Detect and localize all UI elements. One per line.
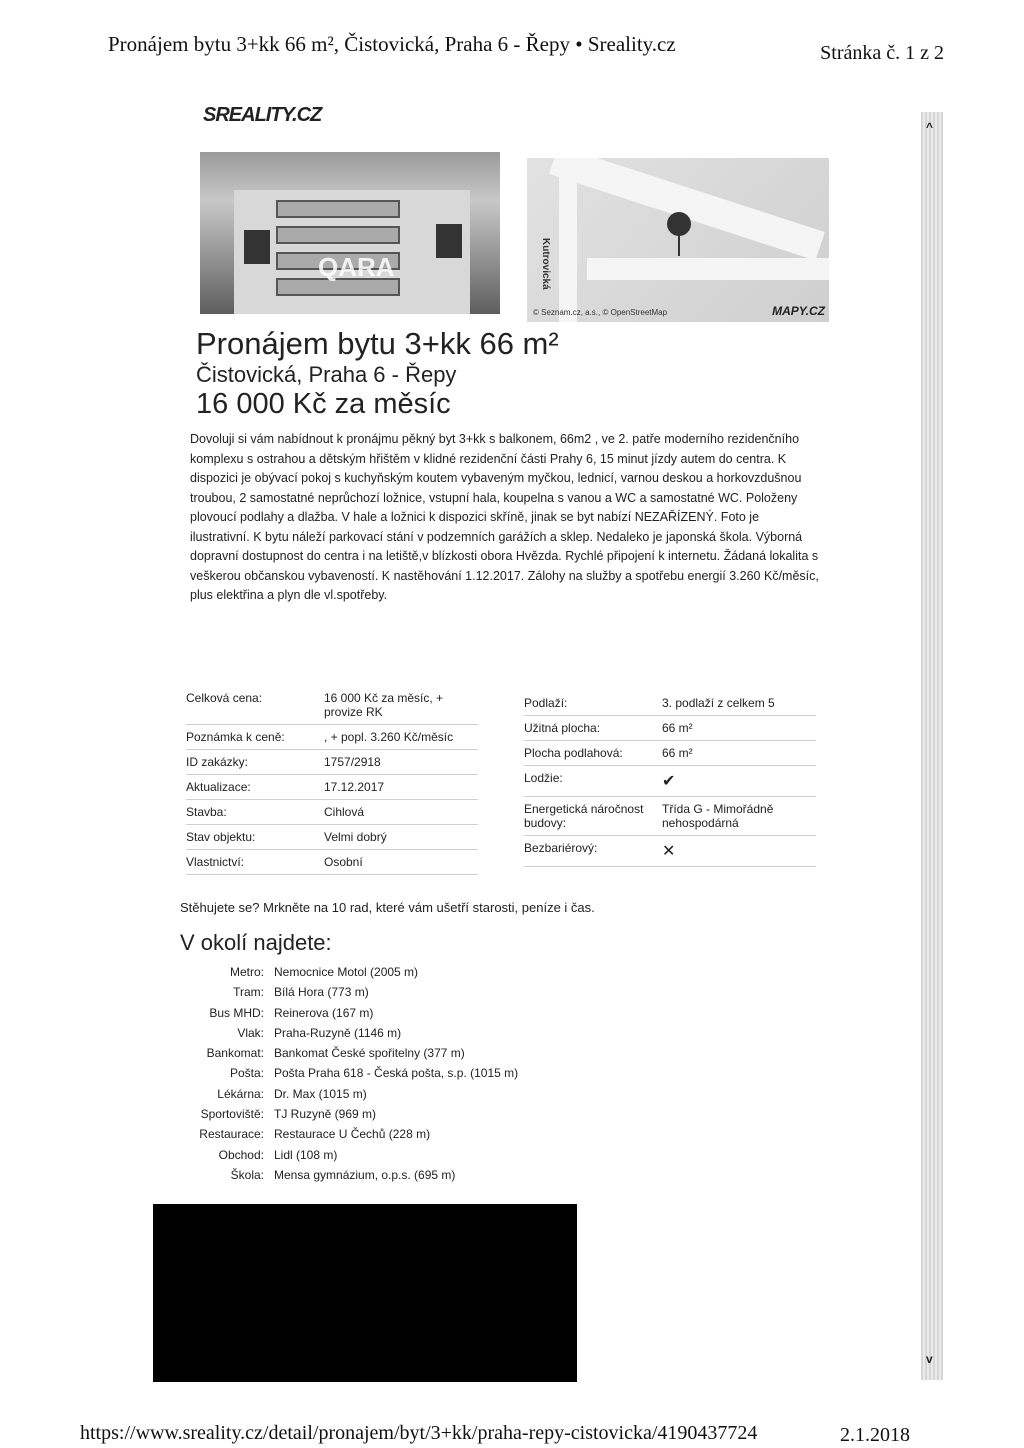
map-road (559, 158, 577, 322)
param-row (524, 716, 816, 741)
param-label: Vlastnictví: (186, 855, 245, 869)
param-row (186, 686, 478, 725)
param-label: Bezbariérový: (524, 841, 598, 855)
param-value: 66 m² (662, 746, 693, 760)
nearby-category: Vlak: (237, 1025, 264, 1040)
cross-icon: ✕ (662, 843, 676, 860)
param-row (524, 691, 816, 716)
nearby-place[interactable]: Pošta Praha 618 - Česká pošta, s.p. (1015 m) (274, 1066, 519, 1081)
print-header-title: Pronájem bytu 3+kk 66 m², Čistovická, Praha 6 - Řepy • Sreality.cz (108, 32, 676, 56)
param-row (524, 766, 816, 797)
moving-tips-link[interactable]: Stěhujete se? Mrkněte na 10 rad, které vám ušetří starosti, peníze i čas. (180, 900, 595, 915)
listing-title: Pronájem bytu 3+kk 66 m² (196, 326, 559, 361)
param-row (524, 797, 816, 836)
parameters-table-left (186, 686, 478, 875)
map-copyright: © Seznam.cz, a.s., © OpenStreetMap (533, 308, 668, 317)
param-value: 1757/2918 (324, 755, 381, 769)
nearby-item (170, 1084, 518, 1104)
nearby-item (170, 1043, 518, 1063)
param-value: 16 000 Kč za měsíc, + provize RK (324, 691, 444, 719)
nearby-list (170, 962, 518, 1185)
map-road (587, 258, 829, 280)
nearby-category: Tram: (233, 985, 264, 1000)
mapy-logo[interactable]: MAPY.CZ (772, 304, 825, 318)
location-pin-stem (678, 234, 680, 256)
nearby-category: Bus MHD: (209, 1005, 264, 1020)
param-value: , + popl. 3.260 Kč/měsíc (324, 730, 454, 744)
param-row (186, 800, 478, 825)
listing-price: 16 000 Kč za měsíc (196, 388, 451, 420)
nearby-item (170, 1145, 518, 1165)
nearby-heading: V okolí najdete: (180, 930, 332, 955)
nearby-item (170, 962, 518, 982)
param-row (524, 836, 816, 867)
balcony-shape (276, 226, 400, 244)
nearby-place[interactable]: Dr. Max (1015 m) (274, 1086, 367, 1101)
nearby-item (170, 1063, 518, 1083)
nearby-category: Bankomat: (206, 1046, 264, 1061)
nearby-place[interactable]: Lidl (108 m) (274, 1147, 338, 1162)
nearby-category: Metro: (229, 965, 264, 979)
map-road (549, 158, 825, 261)
window-shape (436, 224, 462, 258)
param-row (186, 825, 478, 850)
param-label: Užitná plocha: (524, 721, 601, 735)
nearby-category: Restaurace: (199, 1127, 264, 1142)
param-row (186, 850, 478, 875)
window-shape (244, 230, 270, 264)
property-photo[interactable] (200, 152, 500, 314)
param-value: Osobní (324, 855, 363, 869)
param-row (186, 750, 478, 775)
nearby-place[interactable]: Restaurace U Čechů (228 m) (274, 1127, 431, 1142)
nearby-category: Škola: (230, 1167, 264, 1182)
photo-watermark: QARA (318, 252, 395, 282)
print-footer-url: https://www.sreality.cz/detail/pronajem/byt/3+kk/praha-repy-cistovicka/4190437724 (80, 1422, 758, 1444)
listing-address: Čistovická, Praha 6 - Řepy (196, 362, 457, 387)
param-value: Třída G - Mimořádně nehospodárná (662, 802, 774, 830)
param-label: Lodžie: (524, 771, 563, 785)
nearby-item (170, 1124, 518, 1144)
nearby-place[interactable]: Praha-Ruzyně (1146 m) (274, 1025, 402, 1040)
param-value: 66 m² (662, 721, 693, 735)
param-value: Cihlová (324, 805, 365, 819)
nearby-category: Sportoviště: (200, 1107, 264, 1122)
nearby-item (170, 1104, 518, 1124)
nearby-category: Pošta: (229, 1066, 264, 1081)
param-row (186, 775, 478, 800)
param-row (524, 741, 816, 766)
nearby-item (170, 1003, 518, 1023)
param-value: 17.12.2017 (324, 780, 385, 794)
sreality-logo[interactable]: SREALITY.CZ (203, 104, 322, 126)
nearby-place[interactable]: TJ Ruzyně (969 m) (274, 1107, 377, 1122)
check-icon: ✔ (662, 773, 676, 790)
nearby-place[interactable]: Nemocnice Motol (2005 m) (274, 965, 419, 979)
vertical-scrollbar[interactable] (921, 112, 943, 1380)
scroll-up-icon[interactable]: ^ (926, 120, 934, 134)
nearby-category: Lékárna: (217, 1086, 264, 1101)
listing-description: Dovoluji si vám nabídnout k pronájmu pěkný byt 3+kk s balkonem, 66m2 , ve 2. patře moderního rezidenčního komplexu s ostrahou a dětským hřištěm v klidné rezidenční části Prahy 6, 15 minut jízdy autem do centra. K dispozici je obývací pokoj s kuchyňským koutem vybaveným myčkou, lednicí, varnou deskou a horkovzdušnou troubou, 2 samostatné neprůchozí ložnice, vstupní hala, koupelna s vanou a WC a samostatné WC. Položeny plovoucí podlahy a dlažba. V hale a ložnici k dispozici skříně, jinak se byt nabízí NEZAŘÍZENÝ. Foto je ilustrativní. K bytu náleží parkovací stání v podzemních garážích a sklep. Nedaleko je japonská škola. Výborná dopravní dostupnost do centra i na letiště,v blízkosti obora Hvězda. Rychlé připojení k internetu. Žádaná lokalita s veškerou občanskou vybaveností. K nastěhování 1.12.2017. Zálohy na služby a spotřebu energií 3.260 Kč/měsíc, plus elektřina a plyn dle vl.spotřeby. (190, 432, 819, 602)
param-label: Stav objektu: (186, 830, 256, 844)
param-label: Energetická náročnost budovy: (524, 802, 644, 830)
param-value: 3. podlaží z celkem 5 (662, 696, 775, 710)
location-map[interactable] (527, 158, 829, 322)
param-label: Poznámka k ceně: (186, 730, 285, 744)
param-value: Velmi dobrý (324, 830, 387, 844)
nearby-category: Obchod: (218, 1147, 264, 1162)
nearby-item (170, 1165, 518, 1185)
nearby-item (170, 1023, 518, 1043)
param-label: ID zakázky: (186, 755, 249, 769)
nearby-item (170, 982, 518, 1002)
print-footer-date: 2.1.2018 (840, 1424, 910, 1446)
nearby-place[interactable]: Bílá Hora (773 m) (274, 985, 369, 1000)
param-row (186, 725, 478, 750)
param-label: Stavba: (186, 805, 227, 819)
map-street-label: Kutrovická (540, 238, 551, 290)
nearby-place[interactable]: Bankomat České spořitelny (377 m) (274, 1046, 465, 1061)
param-label: Podlaží: (524, 696, 568, 710)
location-pin-icon[interactable] (667, 212, 691, 236)
balcony-shape (276, 200, 400, 218)
param-label: Plocha podlahová: (524, 746, 623, 760)
param-label: Aktualizace: (186, 780, 251, 794)
redacted-block (153, 1204, 577, 1382)
scroll-down-icon[interactable]: v (926, 1352, 933, 1366)
param-label: Celková cena: (186, 691, 263, 705)
nearby-place[interactable]: Reinerova (167 m) (274, 1005, 374, 1020)
nearby-place[interactable]: Mensa gymnázium, o.p.s. (695 m) (274, 1167, 456, 1182)
print-header-page-number: Stránka č. 1 z 2 (820, 42, 944, 64)
parameters-table-right (524, 691, 816, 867)
